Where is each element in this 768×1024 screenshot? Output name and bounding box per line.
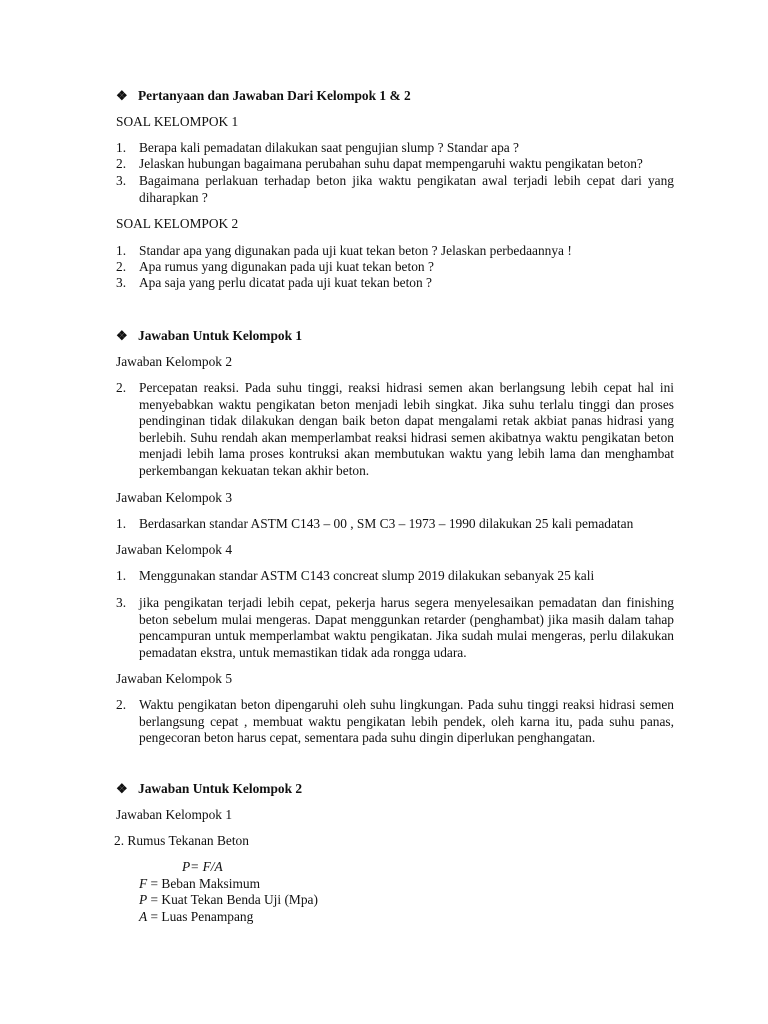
list-item: 2. Jelaskan hubungan bagaimana perubahan suhu dapat mempengaruhi waktu pengikatan beton? — [116, 156, 643, 171]
jawaban-kelompok-2-heading: ❖ Jawaban Untuk Kelompok 2 — [116, 781, 303, 796]
rumus-title: 2. Rumus Tekanan Beton — [114, 833, 249, 848]
jawaban-kelompok-2-title: Jawaban Kelompok 2 — [116, 354, 233, 369]
soal-kelompok-1-title: SOAL KELOMPOK 1 — [116, 114, 239, 129]
main-heading: ❖ Pertanyaan dan Jawaban Dari Kelompok 1 & 2 — [116, 88, 411, 103]
diamond-bullet-icon: ❖ — [116, 88, 128, 103]
list-item: 3. Bagaimana perlakuan terhadap beton jika waktu pengikatan awal terjadi lebih cepat dari yang diharapkan ? — [116, 173, 674, 205]
jawaban-kelompok-5-title: Jawaban Kelompok 5 — [116, 671, 233, 686]
list-item: 1. Berdasarkan standar ASTM C143 – 00 , SM C3 – 1973 – 1990 dilakukan 25 kali pemadatan — [116, 516, 634, 531]
list-item: 1. Menggunakan standar ASTM C143 concreat slump 2019 dilakukan sebanyak 25 kali — [116, 568, 595, 583]
definition-a: A = Luas Penampang — [139, 909, 254, 924]
list-item: 1. Standar apa yang digunakan pada uji kuat tekan beton ? Jelaskan perbedaannya ! — [116, 243, 572, 258]
definition-f: F = Beban Maksimum — [139, 876, 260, 891]
list-item: 2. Waktu pengikatan beton dipengaruhi oleh suhu lingkungan. Pada suhu tinggi reaksi hidrasi semen berlangsung cepat , membuat waktu pengikatan lebih pendek, oleh karna itu, pada suhu panas, pengecoran beton harus cepat, sementara pada suhu dingin diperlukan penghangatan. — [116, 697, 674, 745]
jawaban-kelompok-1-heading: ❖ Jawaban Untuk Kelompok 1 — [116, 328, 303, 343]
list-item: 2. Apa rumus yang digunakan pada uji kuat tekan beton ? — [116, 259, 434, 274]
definition-p: P = Kuat Tekan Benda Uji (Mpa) — [139, 892, 318, 907]
diamond-bullet-icon: ❖ — [116, 781, 128, 796]
formula: P= F/A — [182, 859, 223, 874]
list-item: 1. Berapa kali pemadatan dilakukan saat pengujian slump ? Standar apa ? — [116, 140, 520, 155]
list-item: 3. Apa saja yang perlu dicatat pada uji kuat tekan beton ? — [116, 275, 432, 290]
diamond-bullet-icon: ❖ — [116, 328, 128, 343]
list-item: 3. jika pengikatan terjadi lebih cepat, pekerja harus segera menyelesaikan pemadatan dan finishing beton sebelum mulai mengeras. Dapat menggunkan retarder (penghambat) jika masih dalam tahap pencampuran untuk memperlambat waktu pengikatan. Jika sudah mulai mengeras, perlu dilakukan pemadatan ekstra, untuk memastikan tidak ada rongga udara. — [116, 595, 674, 660]
jawaban-kelompok-3-title: Jawaban Kelompok 3 — [116, 490, 233, 505]
list-item: 2. Percepatan reaksi. Pada suhu tinggi, reaksi hidrasi semen akan berlangsung lebih cepat hal ini menyebabkan waktu pengikatan beton menjadi lebih singkat. Jika suhu terlalu tinggi dan proses pendinginan tidak dilakukan dengan baik beton dapat mengalami retak akbiat panas hidrasi yang berlebih. Suhu rendah akan memperlambat reaksi hidrasi semen akibatnya waktu pengikatan beton menjadi lebih lama proses kontruksi akan membutukan waktu yang lebih lama dan menghambat perkembangan kekuatan tekan akhir beton. — [116, 380, 674, 478]
soal-kelompok-2-title: SOAL KELOMPOK 2 — [116, 216, 239, 231]
jawaban-kelompok-4-title: Jawaban Kelompok 4 — [116, 542, 233, 557]
jawaban2-kelompok-1-title: Jawaban Kelompok 1 — [116, 807, 233, 822]
